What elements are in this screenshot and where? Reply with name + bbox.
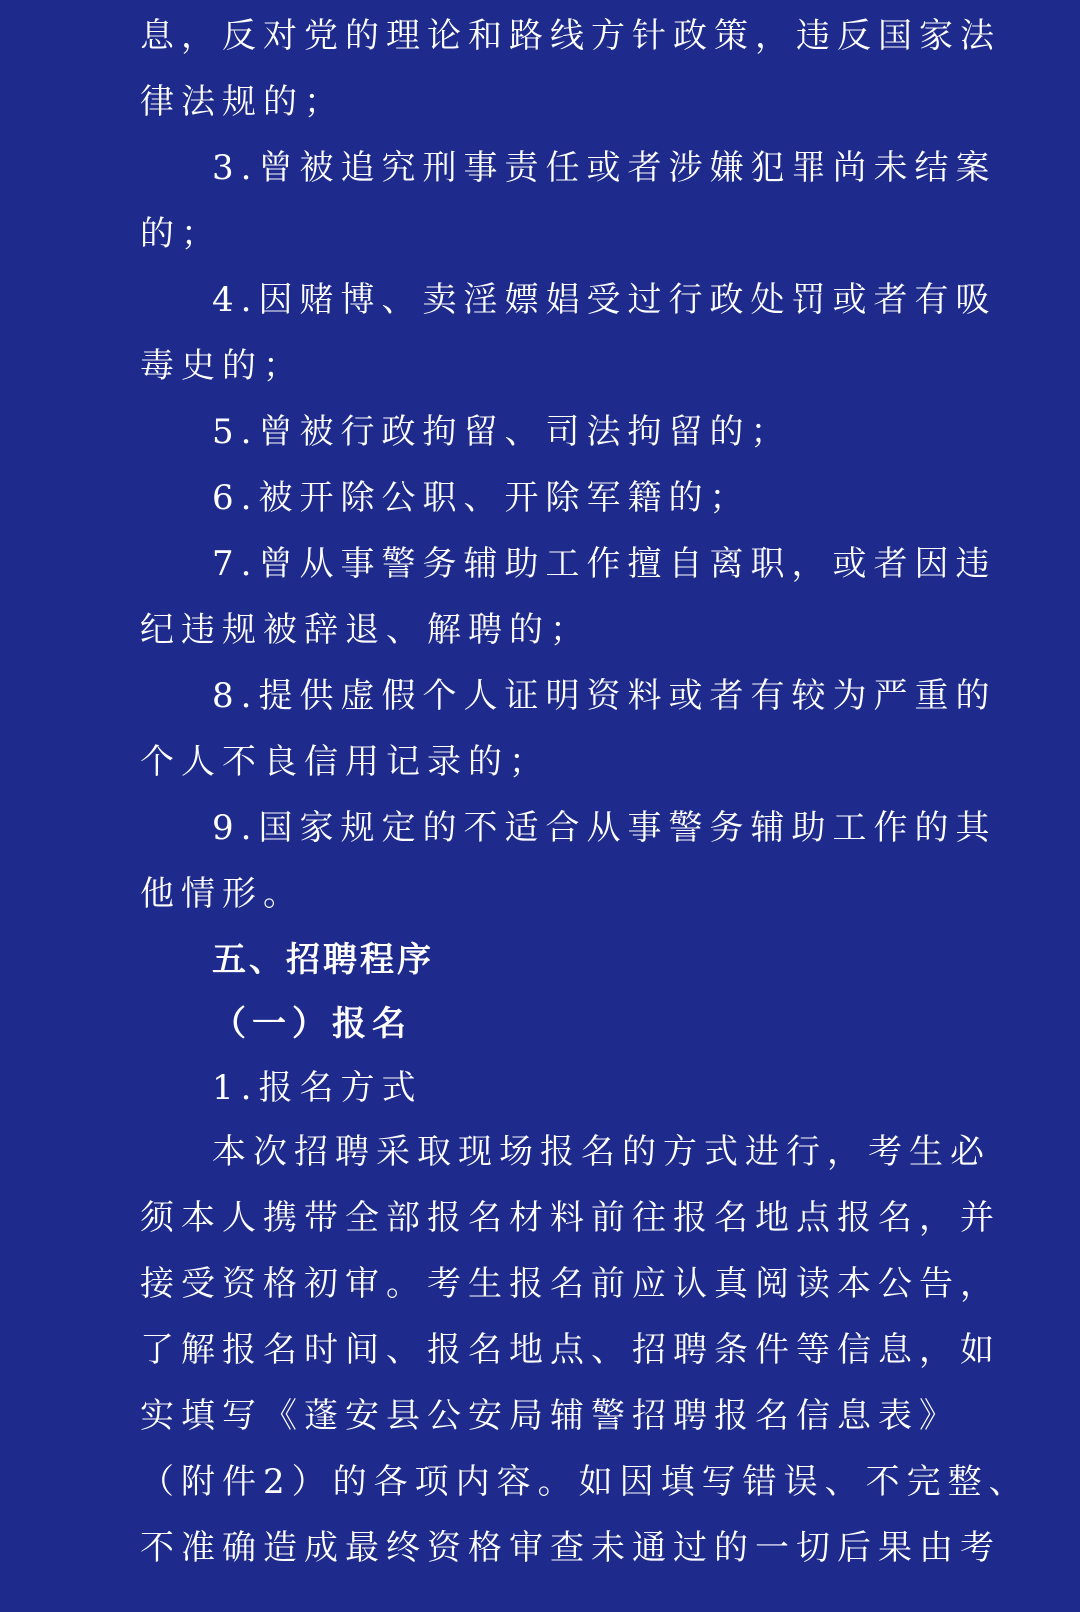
list-item-8: 8.提供虚假个人证明资料或者有较为严重的 [212,676,997,716]
text-line: 毒史的； [140,346,304,386]
list-item-9: 9.国家规定的不适合从事警务辅助工作的其 [212,808,997,848]
text-line: 的； [140,214,222,254]
section-heading: 五、招聘程序 [212,940,434,980]
paragraph-line: 不准确造成最终资格审查未通过的一切后果由考 [140,1528,1001,1568]
paragraph-line: 了解报名时间、报名地点、招聘条件等信息，如 [140,1330,1001,1370]
list-item-5: 5.曾被行政拘留、司法拘留的； [212,412,792,452]
text-line: 他情形。 [140,874,304,914]
text-line: 息，反对党的理论和路线方针政策，违反国家法 [140,16,1001,56]
text-line: 律法规的； [140,82,345,122]
text-line: 纪违规被辞退、解聘的； [140,610,591,650]
paragraph-line: 本次招聘采取现场报名的方式进行，考生必 [212,1132,991,1172]
list-item-7: 7.曾从事警务辅助工作擅自离职，或者因违 [212,544,997,584]
paragraph-line: 须本人携带全部报名材料前往报名地点报名，并 [140,1198,1001,1238]
list-item-4: 4.因赌博、卖淫嫖娼受过行政处罚或者有吸 [212,280,997,320]
paragraph-line: （附件2）的各项内容。如因填写错误、不完整、 [140,1462,1030,1502]
paragraph-line: 实填写《蓬安县公安局辅警招聘报名信息表》 [140,1396,960,1436]
item-heading: 1.报名方式 [212,1068,423,1108]
subsection-heading: （一）报名 [212,1004,412,1044]
paragraph-line: 接受资格初审。考生报名前应认真阅读本公告， [140,1264,1001,1304]
text-line: 个人不良信用记录的； [140,742,550,782]
list-item-6: 6.被开除公职、开除军籍的； [212,478,751,518]
list-item-3: 3.曾被追究刑事责任或者涉嫌犯罪尚未结案 [212,148,997,188]
